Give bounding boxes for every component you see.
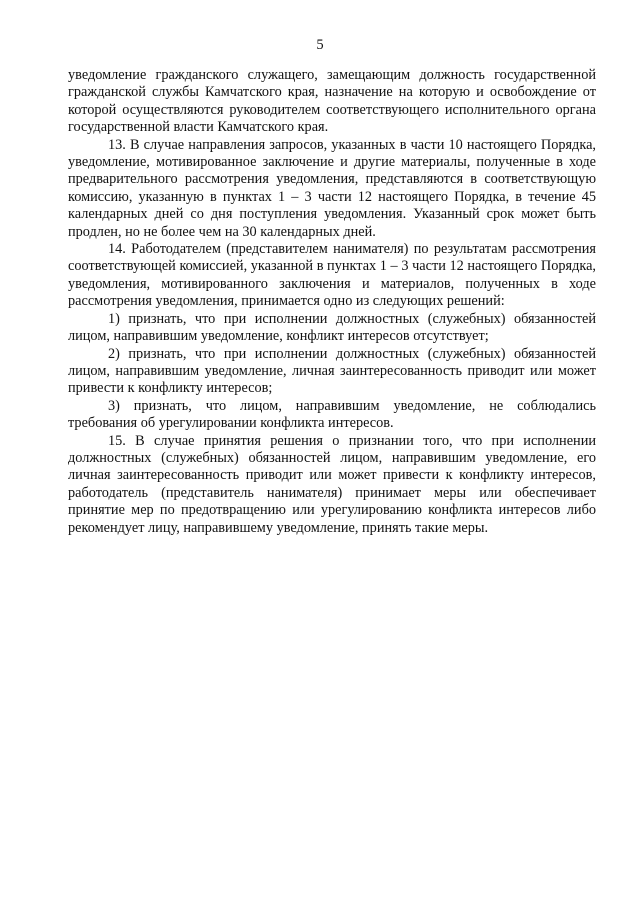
decision-item-1: 1) признать, что при исполнении должностных (служебных) обязанностей лицом, направившим уведомление, конфликт интересов отсутствует; <box>68 310 596 345</box>
paragraph-13: 13. В случае направления запросов, указанных в части 10 настоящего Порядка, уведомление, мотивированное заключение и другие материалы, полученные в ходе предварительного рассмотрения уведомления, представляются в соответствующую комиссию, указанную в пунктах 1 – 3 части 12 настоящего Порядка, в течение 45 календарных дней со дня поступления уведомления. Указанный срок может быть продлен, но не более чем на 30 календарных дней. <box>68 136 596 240</box>
decision-item-3: 3) признать, что лицом, направившим уведомление, не соблюдались требования об урегулировании конфликта интересов. <box>68 397 596 432</box>
paragraph-continuation: уведомление гражданского служащего, замещающим должность государственной гражданской службы Камчатского края, назначение на которую и освобождение от которой осуществляются руководителем соответствующего исполнительного органа государственной власти Камчатского края. <box>68 67 596 136</box>
paragraph-14: 14. Работодателем (представителем нанимателя) по результатам рассмотрения соответствующей комиссией, указанной в пунктах 1 – 3 части 12 настоящего Порядка, уведомления, мотивированного заключения и материалов, полученных в ходе рассмотрения уведомления, принимается одно из следующих решений: <box>68 241 596 310</box>
page-number: 5 <box>316 37 324 53</box>
document-body <box>68 67 596 537</box>
paragraph-15: 15. В случае принятия решения о признании того, что при исполнении должностных (служебных) обязанностей лицом, направившим уведомление, его личная заинтересованность приводит или может привести к конфликту интересов, работодатель (представитель нанимателя) принимает меры или обеспечивает принятие мер по предотвращению или урегулированию конфликта интересов либо рекомендует лицу, направившему уведомление, принять такие меры. <box>68 432 596 536</box>
decision-item-2: 2) признать, что при исполнении должностных (служебных) обязанностей лицом, направившим уведомление, личная заинтересованность приводит или может привести к конфликту интересов; <box>68 345 596 397</box>
